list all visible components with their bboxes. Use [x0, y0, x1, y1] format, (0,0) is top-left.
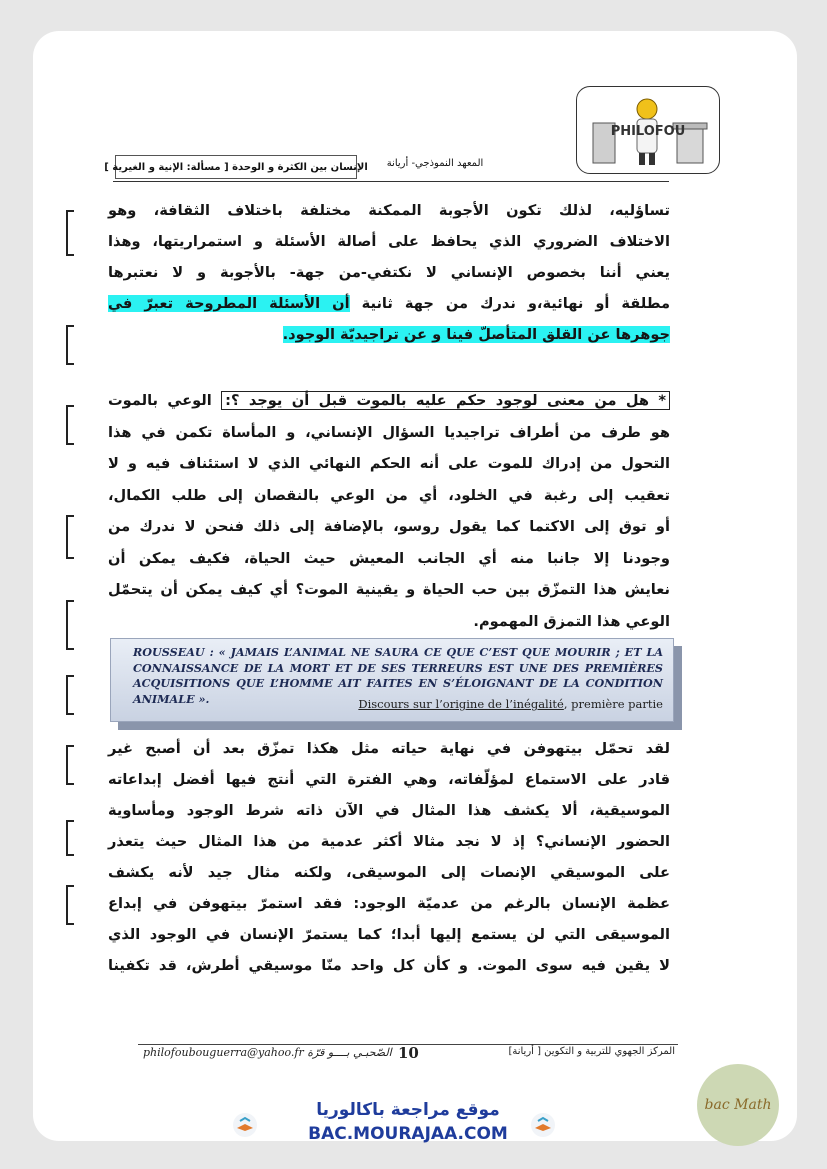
- text-line: هو طرف من أطراف تراجيديا السؤال الإنساني، و المأساة تكمن في هذا: [108, 423, 670, 441]
- source-title: Discours sur l’origine de l’inégalité: [358, 697, 564, 711]
- text-line: نعايش هذا التمزّق بين حب الحياة و يقينية الموت؟ أي كيف يمكن أن يتحمّل: [108, 581, 670, 598]
- margin-mark: [66, 600, 78, 650]
- bac-math-badge: bac Math: [697, 1064, 779, 1146]
- text-line: تساؤليه، لذلك تكون الأجوبة الممكنة مختلفة باختلاف الثقافة، وهو: [108, 202, 670, 219]
- author-email: philofoubouguerra@yahoo.fr الصّحبـي بــــو قرّة: [143, 1046, 392, 1059]
- text-line: الاختلاف الضروري الذي يحافظ على أصالة الأسئلة و استمراريتها، وهذا: [108, 233, 670, 250]
- margin-mark: [66, 745, 78, 785]
- philofou-logo: [576, 86, 720, 174]
- watermark-arabic[interactable]: موقع مراجعة باكالوريا: [316, 1100, 500, 1120]
- quote-end: .: [205, 691, 210, 706]
- text-line: [108, 288, 670, 319]
- margin-mark: [66, 325, 78, 365]
- text-segment: مطلقة أو نهائية،و ندرك من جهة ثانية: [361, 295, 670, 312]
- text-line: الموسيقى التي لن يستمع إليها أبدا؛ كما يستمرّ الإنسان في الوجود الذي: [108, 926, 670, 943]
- paragraph-2: [108, 385, 670, 637]
- text-line: على الموسيقي الإنصات إلى الموسيقى، ولكنه مثال جيد لأنه يكشف: [108, 864, 670, 881]
- logo-text: PHILOFOU: [610, 124, 686, 139]
- text-line: يعني أننا بخصوص الإنساني لا نكتفي-من جهة- بالأجوبة و لا نعتبرها: [108, 264, 670, 281]
- text-line: قادر على الاستماع لمؤلّفاته، وهي الفترة التي أنتج فيها أفضل إبداعاته: [108, 771, 670, 788]
- margin-mark: [66, 405, 78, 445]
- margin-mark: [66, 820, 78, 856]
- text-line: الحضور الإنساني؟ إذ لا نجد مثالا أكثر عدمية من هذا المثال حيث يتعذر: [108, 833, 670, 850]
- text-line: عظمة الإنسان بالرغم من عدميّة الوجود: فقد استمرّ بيتهوفن في إبداع: [108, 895, 670, 912]
- text-line: [108, 319, 670, 350]
- rousseau-quote-box: [110, 638, 674, 722]
- header-divider: [113, 181, 669, 182]
- text-line: الموسيقية، ألا يكشف هذا المثال في الآن ذاته شرط الوجود ومأساوية: [108, 802, 670, 819]
- text-line: أو توق إلى الاكتما كما يقول روسو، بالإضافة إلى ذلك فنحن لا ندرك من: [108, 518, 670, 535]
- center-name: المركز الجهوي للتربية و التكوين [ أريانة]: [508, 1046, 675, 1057]
- book-icon: [232, 1112, 258, 1138]
- book-icon: [530, 1112, 556, 1138]
- watermark-url[interactable]: BAC.MOURAJAA.COM: [308, 1124, 508, 1144]
- topic-box: الإنسان بين الكثرة و الوحدة [ مسألة: الإنية و الغيرية ]: [115, 155, 357, 179]
- highlighted-text: جوهرها عن القلق المتأصلّ فينا و عن تراجيديّة الوجود.: [282, 326, 670, 343]
- text-line: التحول من إدراك للموت على أنه الحكم النهائي الذي لا استئناف فيه و لا: [108, 455, 670, 472]
- quote-source: [358, 697, 663, 711]
- question-box: * هل من معنى لوجود حكم عليه بالموت قبل أن يوجد ؟:: [221, 391, 670, 410]
- text-line: وجودنا إلا جانبا منه أي الجانب المعيش حيث الحياة، فكيف يمكن أن: [108, 549, 670, 567]
- margin-mark: [66, 885, 78, 925]
- text-line: [108, 385, 670, 417]
- text-line: تعقيب إلى رغبة في الخلود، أي من الوعي بالنقصان إلى طلب الكمال،: [108, 486, 670, 504]
- quote-author: ROUSSEAU :: [133, 645, 214, 659]
- text-line: لقد تحمّل بيتهوفن في نهاية حياته مثل هكذا تمزّق بعد أن أصبح غير: [108, 740, 670, 757]
- highlighted-text: أن الأسئلة المطروحة تعبرّ في: [108, 295, 350, 312]
- source-part: , première partie: [563, 697, 663, 711]
- margin-mark: [66, 515, 78, 559]
- text-line: الوعي هذا التمزق المهموم.: [473, 612, 670, 630]
- page-number: 10: [398, 1044, 419, 1062]
- institute-name: المعهد النموذجي- أريانة: [386, 158, 484, 169]
- paragraph-1: [108, 195, 670, 350]
- quote-body: « JAMAIS L’ANIMAL NE SAURA CE QUE C’EST QUE MOURIR ; ET LA CONNAISSANCE DE LA MORT ET DE SES TERREURS EST UNE DES PREMIÈRES ACQUISITIONS QUE L’HOMME AIT FAITES EN S’ÉLOIGNANT DE LA CONDITION ANIMALE »: [133, 645, 663, 706]
- text-line: لا يقين فيه سوى الموت. و كأن كل واحد منّا موسيقي أطرش، قد تكفينا: [108, 957, 670, 974]
- text-segment: الوعي بالموت: [108, 392, 212, 409]
- paragraph-3: [108, 733, 670, 981]
- margin-mark: [66, 675, 78, 715]
- margin-mark: [66, 210, 78, 256]
